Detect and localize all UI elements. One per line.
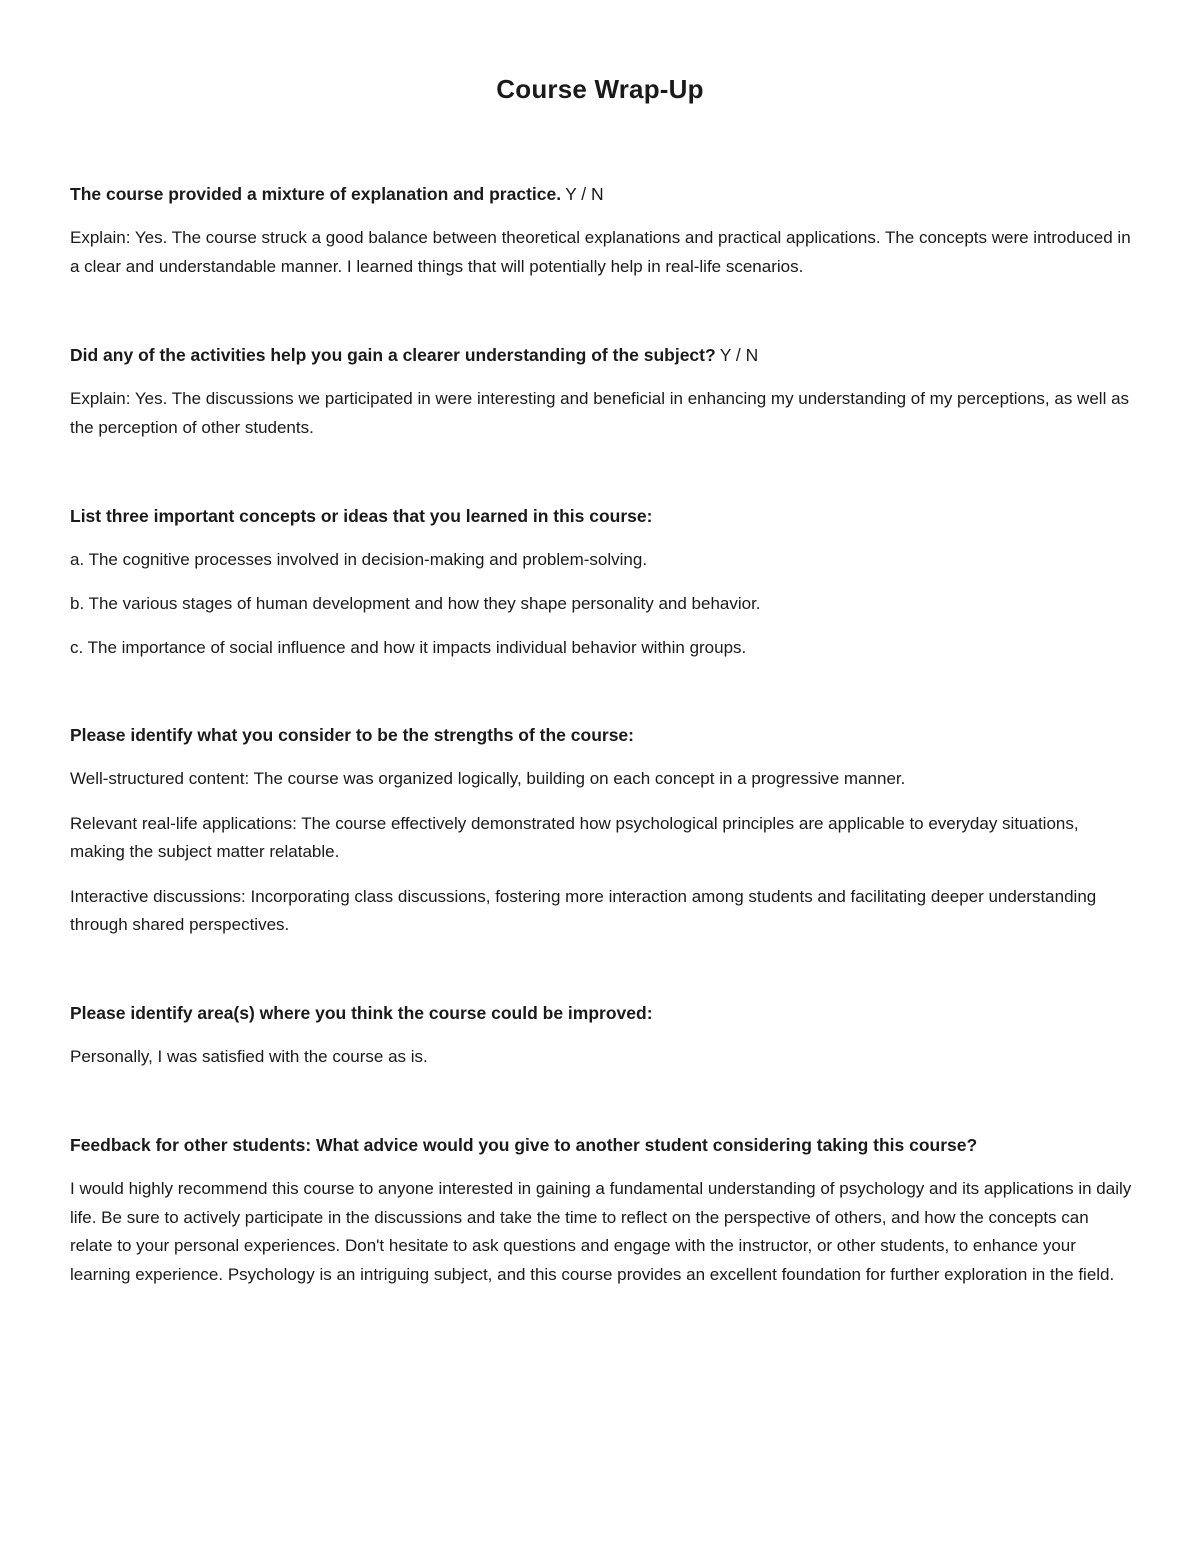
answer-text: I would highly recommend this course to anyone interested in gaining a fundamental understanding of psychology and its applications in daily life. Be sure to actively participate in the discussions and take the time to reflect on the perspective of others, and how the concepts can relate to your personal experiences. Don't hesitate to ask questions and engage with the instructor, or other students, to enhance your learning experience. Psychology is an intriguing subject, and this course provides an excellent foundation for further exploration in the field. — [70, 1179, 1132, 1284]
section-course-strengths — [70, 721, 1132, 940]
section-feedback-for-students — [70, 1131, 1132, 1289]
answer-item: c. The importance of social influence and how it impacts individual behavior within groups. — [70, 638, 747, 657]
answer-item: Well-structured content: The course was organized logically, building on each concept in a progressive manner. — [70, 769, 906, 788]
question-heading: Please identify area(s) where you think the course could be improved: — [70, 1003, 653, 1023]
section-three-concepts — [70, 502, 1132, 663]
answer-item: Relevant real-life applications: The course effectively demonstrated how psychological principles are applicable to everyday situations, making the subject matter relatable. — [70, 813, 1079, 861]
yes-no-option: Y / N — [565, 184, 604, 204]
answer-item: a. The cognitive processes involved in decision-making and problem-solving. — [70, 550, 648, 569]
question-heading: List three important concepts or ideas that you learned in this course: — [70, 506, 653, 526]
question-heading: Feedback for other students: What advice would you give to another student considering taking this course? — [70, 1135, 978, 1155]
document-title: Course Wrap-Up — [496, 74, 704, 104]
yes-no-option: Y / N — [719, 345, 759, 365]
section-mixture-explanation-practice — [70, 180, 1132, 281]
question-text: Did any of the activities help you gain a clearer understanding of the subject? — [70, 345, 716, 365]
section-activities-understanding — [70, 341, 1132, 442]
question-text: The course provided a mixture of explanation and practice. — [70, 184, 562, 204]
question-heading — [70, 180, 1132, 208]
answer-text: Explain: Yes. The course struck a good balance between theoretical explanations and practical applications. The concepts were introduced in a clear and understandable manner. I learned things that will potentially help in real-life scenarios. — [70, 228, 1131, 276]
answer-text: Personally, I was satisfied with the course as is. — [70, 1047, 428, 1066]
answer-text: Explain: Yes. The discussions we participated in were interesting and beneficial in enhancing my understanding of my perceptions, as well as the perception of other students. — [70, 389, 1130, 437]
section-improvement-areas — [70, 999, 1132, 1072]
question-heading: Please identify what you consider to be the strengths of the course: — [70, 725, 634, 745]
question-heading — [70, 341, 1132, 369]
answer-item: b. The various stages of human development and how they shape personality and behavior. — [70, 594, 761, 613]
answer-item: Interactive discussions: Incorporating class discussions, fostering more interaction among students and facilitating deeper understanding through shared perspectives. — [70, 886, 1097, 934]
